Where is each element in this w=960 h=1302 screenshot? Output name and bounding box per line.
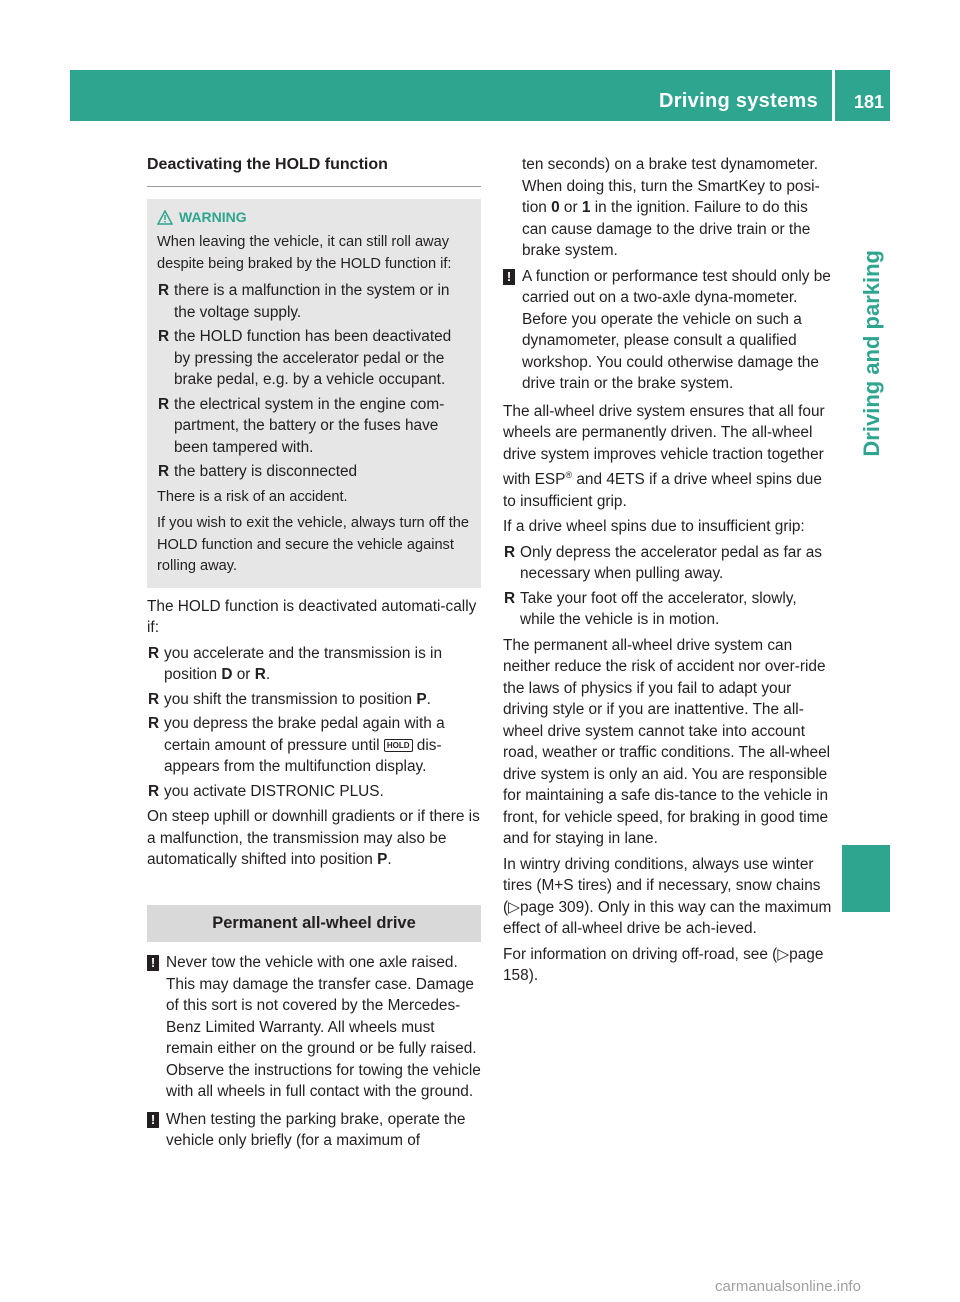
note-parking-brake: [147, 1109, 481, 1152]
spin-intro: If a drive wheel spins due to insufficient grip:: [503, 518, 805, 536]
note-text: When testing the parking brake, operate the vehicle only briefly (for a maximum of: [166, 1110, 466, 1149]
notice-icon: !: [147, 1112, 159, 1128]
offroad-paragraph: For information on driving off-road, see (▷page 158).: [503, 945, 824, 985]
list-item: R you accelerate and the transmission is in position D or R.: [148, 644, 443, 683]
section-title: Deactivating the HOLD function: [147, 150, 481, 187]
side-tab-marker: [842, 845, 890, 912]
list-item-text: the electrical system in the engine com-partment, the battery or the fuses have been tampered with.: [174, 395, 445, 456]
list-item: R there is a malfunction in the system or in the voltage supply.: [158, 282, 450, 321]
deactivated-intro: The HOLD function is deactivated automati-cally if:: [147, 597, 477, 636]
permanent-paragraph: The permanent all-wheel drive system can neither reduce the risk of accident nor over-ride the laws of physics if you fail to adapt your driving style or if you are inattentive. The all-wheel drive system cannot take into account road, weather or traffic conditions. The all-wheel drive system is only an aid. You are responsible for maintaining a safe dis-tance to the vehicle in front, for vehicle speed, for braking in good time and for staying in lane.: [503, 636, 831, 848]
list-item: R the HOLD function has been deactivated by pressing the accelerator pedal or the brake pedal, e.g. by a vehicle occupant.: [158, 328, 452, 388]
list-item-text: the HOLD function has been deactivated by pressing the accelerator pedal or the brake pedal, e.g. by a vehicle occupant.: [174, 328, 452, 388]
header-bar: [70, 70, 890, 121]
spin-list: [503, 542, 833, 631]
warning-box: [147, 199, 481, 588]
list-item: R you activate DISTRONIC PLUS.: [148, 782, 384, 800]
note-text: Never tow the vehicle with one axle raised. This may damage the transfer case. Damage of this sort is not covered by the Mercedes-Benz Limited Warranty. All wheels must remain either on the ground or be fully raised. Observe the instructions for towing the vehicle with all wheels in full contact with the ground.: [166, 954, 481, 1100]
notice-icon: !: [503, 269, 515, 285]
page-number: 181: [853, 92, 884, 112]
side-tab-label: Driving and parking: [859, 250, 884, 457]
note-tow: [147, 952, 481, 1103]
warning-triangle-icon: [157, 210, 173, 225]
warning-intro: When leaving the vehicle, it can still roll away despite being braked by the HOLD function if:: [157, 234, 452, 272]
list-item-text: there is a malfunction in the system or in the voltage supply.: [174, 282, 450, 321]
warning-label: WARNING: [179, 208, 247, 225]
watermark: carmanualsonline.info: [715, 1278, 861, 1295]
gradient-paragraph: On steep uphill or downhill gradients or if there is a malfunction, the transmission may also be automatically shifted into position P.: [147, 808, 480, 868]
left-column: [147, 150, 481, 1158]
wintry-paragraph: In wintry driving conditions, always use winter tires (M+S tires) and if necessary, snow chains (▷page 309). Only in this way can the maximum effect of all-wheel drive be ach-ieved.: [503, 855, 832, 938]
list-item: R you shift the transmission to position P.: [148, 690, 431, 708]
hold-icon: HOLD: [384, 739, 413, 752]
page-ref-link[interactable]: page 158: [503, 945, 824, 985]
list-item: R Take your foot off the accelerator, slowly, while the vehicle is in motion.: [504, 589, 797, 629]
warning-advice: If you wish to exit the vehicle, always turn off the HOLD function and secure the vehicle against rolling away.: [157, 515, 470, 574]
warning-risk: There is a risk of an accident.: [157, 488, 348, 505]
page-ref-link[interactable]: page 309: [519, 898, 585, 916]
header-title: Driving systems: [658, 90, 818, 112]
notice-icon: !: [147, 955, 159, 971]
continued-paragraph: ten seconds) on a brake test dynamometer. When doing this, turn the SmartKey to posi-tion 0 or 1 in the ignition. Failure to do this can cause damage to the drive train or the brake system.: [522, 156, 820, 259]
list-item: R Only depress the accelerator pedal as far as necessary when pulling away.: [504, 543, 822, 583]
list-item: R you depress the brake pedal again with a certain amount of pressure until HOLD dis-appears from the multifunction display.: [148, 715, 445, 775]
list-item: R the battery is disconnected: [158, 463, 358, 480]
warning-header: [157, 207, 471, 229]
condition-list: [147, 643, 481, 803]
list-item: R the electrical system in the engine com-partment, the battery or the fuses have been tampered with.: [158, 395, 445, 456]
right-column: [503, 150, 833, 991]
list-item-text: the battery is disconnected: [174, 463, 358, 480]
awd-paragraph: The all-wheel drive system ensures that all four wheels are permanently driven. The all-wheel drive system improves vehicle traction together with ESP® and 4ETS if a drive wheel spins due to insufficient grip.: [503, 402, 825, 510]
note-text: A function or performance test should only be carried out on a two-axle dyna-mometer. Before you operate the vehicle on such a dynamometer, please consult a qualified workshop. You could otherwise damage the drive train or the brake system.: [522, 267, 831, 392]
page-ref-arrow-icon: ▷: [508, 898, 520, 916]
header-separator: [832, 70, 835, 121]
awd-heading: Permanent all-wheel drive: [147, 905, 481, 943]
warning-bullet-list: [157, 280, 471, 483]
page-ref-arrow-icon: ▷: [777, 945, 790, 963]
note-dynamometer: [503, 266, 833, 395]
